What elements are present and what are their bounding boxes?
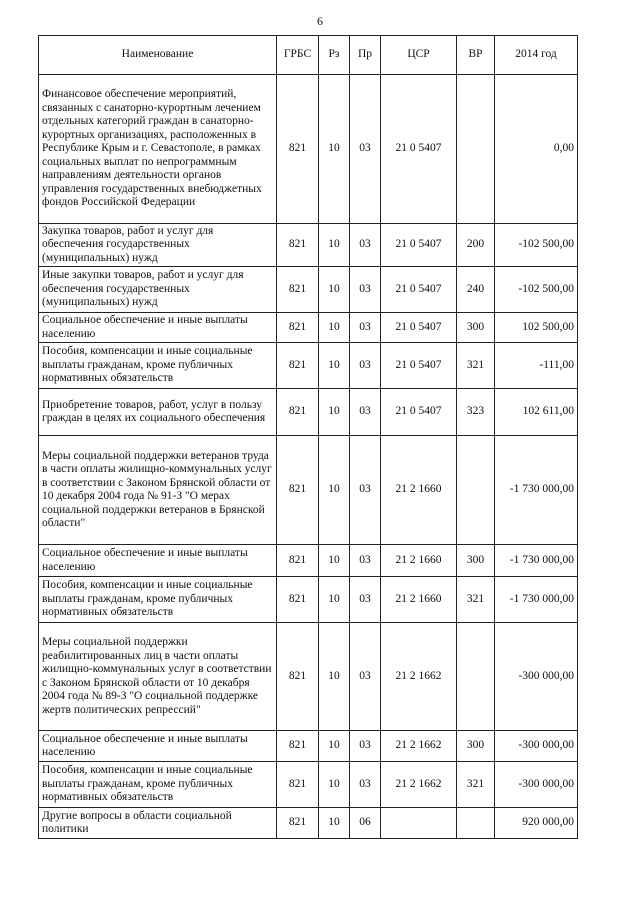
table-row (39, 436, 578, 545)
row-vr: 240 (457, 267, 495, 313)
row-name: Социальное обеспечение и иные выплаты населению (39, 731, 277, 762)
row-sum: 0,00 (495, 75, 578, 224)
row-pr: 03 (350, 267, 381, 313)
row-rz: 10 (319, 267, 350, 313)
table-header-row (39, 36, 578, 75)
row-csr: 21 2 1660 (381, 577, 457, 623)
row-pr: 03 (350, 731, 381, 762)
row-grbs: 821 (277, 267, 319, 313)
header-sum-2014: 2014 год (495, 36, 578, 75)
row-pr: 03 (350, 545, 381, 577)
row-csr: 21 0 5407 (381, 343, 457, 389)
row-rz: 10 (319, 224, 350, 267)
header-csr: ЦСР (381, 36, 457, 75)
row-sum: 920 000,00 (495, 808, 578, 839)
row-vr: 300 (457, 731, 495, 762)
row-vr: 300 (457, 545, 495, 577)
row-vr (457, 623, 495, 731)
row-vr (457, 75, 495, 224)
row-sum: 102 500,00 (495, 313, 578, 343)
row-rz: 10 (319, 623, 350, 731)
row-name: Социальное обеспечение и иные выплаты населению (39, 545, 277, 577)
row-name: Пособия, компенсации и иные социальные выплаты гражданам, кроме публичных нормативных обязательств (39, 343, 277, 389)
table-row (39, 808, 578, 839)
row-rz: 10 (319, 313, 350, 343)
row-grbs: 821 (277, 436, 319, 545)
row-vr: 300 (457, 313, 495, 343)
row-sum: -1 730 000,00 (495, 545, 578, 577)
header-rz: Рз (319, 36, 350, 75)
row-csr: 21 2 1660 (381, 545, 457, 577)
row-rz: 10 (319, 731, 350, 762)
row-csr: 21 0 5407 (381, 267, 457, 313)
row-grbs: 821 (277, 731, 319, 762)
row-rz: 10 (319, 343, 350, 389)
row-pr: 03 (350, 224, 381, 267)
row-name: Меры социальной поддержки ветеранов труда в части оплаты жилищно-коммунальных услуг в соответствии с Законом Брянской области от 10 декабря 2004 года № 91-З "О мерах социальной поддержки ветеранов в Брянской области" (39, 436, 277, 545)
row-name: Иные закупки товаров, работ и услуг для обеспечения государственных (муниципальных) нужд (39, 267, 277, 313)
row-name: Другие вопросы в области социальной политики (39, 808, 277, 839)
row-vr: 200 (457, 224, 495, 267)
table-row (39, 343, 578, 389)
row-csr: 21 0 5407 (381, 389, 457, 436)
row-rz: 10 (319, 75, 350, 224)
row-name: Финансовое обеспечение мероприятий, связанных с санаторно-курортным лечением отдельных категорий граждан в санаторно-курортных организациях, расположенных в Республике Крым и г. Севастополе, в рамках социальных выплат по непрограммным направлениям деятельности органов управления государственных внебюджетных фондов Российской Федерации (39, 75, 277, 224)
row-grbs: 821 (277, 623, 319, 731)
table-row (39, 623, 578, 731)
row-grbs: 821 (277, 224, 319, 267)
row-pr: 03 (350, 75, 381, 224)
row-grbs: 821 (277, 577, 319, 623)
row-pr: 03 (350, 389, 381, 436)
row-grbs: 821 (277, 808, 319, 839)
row-name: Пособия, компенсации и иные социальные выплаты гражданам, кроме публичных нормативных обязательств (39, 762, 277, 808)
table-row (39, 577, 578, 623)
budget-table (38, 35, 578, 839)
row-sum: -300 000,00 (495, 731, 578, 762)
table-row (39, 224, 578, 267)
row-csr: 21 2 1662 (381, 762, 457, 808)
row-sum: -111,00 (495, 343, 578, 389)
table-row (39, 389, 578, 436)
row-rz: 10 (319, 545, 350, 577)
row-vr (457, 808, 495, 839)
row-rz: 10 (319, 577, 350, 623)
row-sum: -1 730 000,00 (495, 436, 578, 545)
row-rz: 10 (319, 762, 350, 808)
row-name: Закупка товаров, работ и услуг для обеспечения государственных (муниципальных) нужд (39, 224, 277, 267)
header-vr: ВР (457, 36, 495, 75)
row-pr: 03 (350, 762, 381, 808)
row-grbs: 821 (277, 343, 319, 389)
row-name: Социальное обеспечение и иные выплаты населению (39, 313, 277, 343)
row-csr: 21 2 1660 (381, 436, 457, 545)
row-sum: -300 000,00 (495, 623, 578, 731)
page-number: 6 (317, 14, 323, 28)
row-sum: 102 611,00 (495, 389, 578, 436)
row-rz: 10 (319, 436, 350, 545)
header-name: Наименование (39, 36, 277, 75)
row-csr (381, 808, 457, 839)
row-pr: 03 (350, 623, 381, 731)
row-name: Пособия, компенсации и иные социальные выплаты гражданам, кроме публичных нормативных обязательств (39, 577, 277, 623)
row-grbs: 821 (277, 75, 319, 224)
row-pr: 06 (350, 808, 381, 839)
header-pr: Пр (350, 36, 381, 75)
row-rz: 10 (319, 389, 350, 436)
table-row (39, 762, 578, 808)
row-vr: 321 (457, 577, 495, 623)
row-csr: 21 2 1662 (381, 731, 457, 762)
header-grbs: ГРБС (277, 36, 319, 75)
row-rz: 10 (319, 808, 350, 839)
row-sum: -1 730 000,00 (495, 577, 578, 623)
row-grbs: 821 (277, 313, 319, 343)
row-csr: 21 0 5407 (381, 313, 457, 343)
row-pr: 03 (350, 313, 381, 343)
row-csr: 21 0 5407 (381, 224, 457, 267)
row-name: Приобретение товаров, работ, услуг в пользу граждан в целях их социального обеспечения (39, 389, 277, 436)
row-pr: 03 (350, 343, 381, 389)
row-vr: 323 (457, 389, 495, 436)
row-csr: 21 0 5407 (381, 75, 457, 224)
row-grbs: 821 (277, 762, 319, 808)
table-row (39, 313, 578, 343)
row-sum: -300 000,00 (495, 762, 578, 808)
row-sum: -102 500,00 (495, 267, 578, 313)
table-row (39, 731, 578, 762)
row-vr (457, 436, 495, 545)
row-grbs: 821 (277, 389, 319, 436)
row-vr: 321 (457, 762, 495, 808)
table-row (39, 75, 578, 224)
row-pr: 03 (350, 577, 381, 623)
row-vr: 321 (457, 343, 495, 389)
row-grbs: 821 (277, 545, 319, 577)
table-row (39, 545, 578, 577)
row-sum: -102 500,00 (495, 224, 578, 267)
row-csr: 21 2 1662 (381, 623, 457, 731)
row-name: Меры социальной поддержки реабилитированных лиц в части оплаты жилищно-коммунальных услуг в соответствии с Законом Брянской области от 10 декабря 2004 года № 89-З "О социальной поддержке жертв политических репрессий" (39, 623, 277, 731)
table-row (39, 267, 578, 313)
row-pr: 03 (350, 436, 381, 545)
